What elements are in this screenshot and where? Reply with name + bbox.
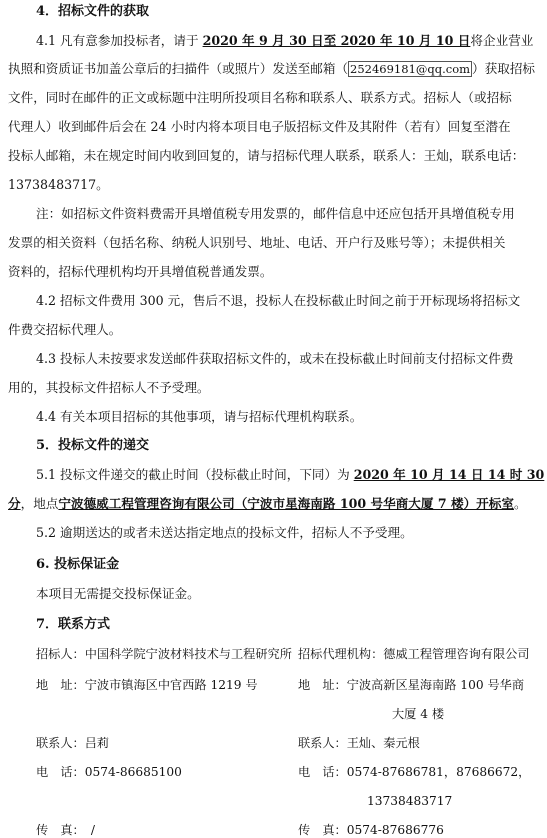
agency-org: 招标代理机构：德威工程管理咨询有限公司 [298, 647, 530, 661]
tenderer-phone: 电 话：0574-86685100 [36, 765, 182, 779]
agency-phone-line-2: 13738483717 [367, 794, 453, 808]
tenderer-org: 招标人：中国科学院宁波材料技术与工程研究所 [36, 647, 292, 661]
section-4-title: 4．招标文件的获取 [36, 4, 150, 19]
note-line-3: 资料的，招标代理机构均开具增值税普通发票。 [8, 264, 273, 279]
date-range: 2020 年 9 月 30 日至 2020 年 10 月 10 日 [202, 33, 471, 48]
deadline-date: 2020 年 10 月 14 日 14 时 30 [353, 467, 545, 482]
tenderer-contact: 联系人：吕莉 [36, 736, 110, 750]
note-line-1: 注：如招标文件资料费需开具增值税专用发票的，邮件信息中还应包括开具增值税专用 [36, 206, 515, 221]
text: 4.1 凡有意参加投标者，请于 [36, 33, 203, 48]
section-4-2-line-1: 4.2 招标文件费用 300 元，售后不退，投标人在投标截止时间之前于开标现场将招标文 [36, 293, 521, 308]
text: 执照和资质证书加盖公章后的扫描件（或照片）发送至邮箱（ [8, 61, 349, 76]
section-5-1-line-1 [36, 467, 544, 483]
section-4-1-line-1 [36, 33, 533, 49]
text: 将企业营业 [470, 33, 534, 48]
note-line-2: 发票的相关资料（包括名称、纳税人识别号、地址、电话、开户行及账号等）；未提供相关 [8, 235, 506, 250]
text: ，地点 [20, 496, 59, 511]
text: 。 [513, 496, 527, 511]
venue: 宁波德威工程管理咨询有限公司（宁波市星海南路 100 号华商大厦 7 楼）开标室 [58, 496, 514, 511]
section-4-1-line-2 [8, 61, 535, 77]
section-4-3-line-1: 4.3 投标人未按要求发送邮件获取招标文件的，或未在投标截止时间前支付招标文件费 [36, 351, 514, 366]
section-5-1-line-2 [8, 496, 527, 512]
section-6-text: 本项目无需提交投标保证金。 [36, 586, 200, 601]
text: ）获取招标 [472, 61, 535, 76]
section-4-4: 4.4 有关本项目招标的其他事项，请与招标代理机构联系。 [36, 409, 363, 424]
section-6-title: 6. 投标保证金 [36, 557, 120, 572]
email-address: 252469181@qq.com [350, 62, 471, 76]
section-4-1-line-3: 文件，同时在邮件的正文或标题中注明所投项目名称和联系人、联系方式。招标人（或招标 [8, 90, 512, 105]
deadline-minute: 分 [8, 496, 21, 511]
section-7-title: 7．联系方式 [36, 617, 111, 632]
agency-phone-line-1: 电 话：0574-87686781，87686672， [298, 765, 531, 779]
tenderer-fax: 传 真： / [36, 823, 95, 837]
agency-address-line-1: 地 址：宁波高新区星海南路 100 号华商 [298, 678, 525, 692]
agency-address-line-2: 大厦 4 楼 [392, 707, 445, 721]
tenderer-address: 地 址：宁波市镇海区中官西路 1219 号 [36, 678, 258, 692]
section-5-title: 5．投标文件的递交 [36, 438, 150, 453]
section-4-1-line-6: 13738483717。 [8, 177, 109, 192]
section-4-1-line-5: 投标人邮箱，未在规定时间内收到回复的，请与招标代理人联系，联系人：王灿，联系电话： [8, 148, 525, 163]
section-4-1-line-4: 代理人）收到邮件后会在 24 小时内将本项目电子版招标文件及其附件（若有）回复至潜在 [8, 119, 511, 134]
section-5-2: 5.2 逾期送达的或者未送达指定地点的投标文件，招标人不予受理。 [36, 525, 413, 540]
agency-fax: 传 真：0574-87686776 [298, 823, 444, 837]
agency-contact: 联系人：王灿、秦元根 [298, 736, 420, 750]
section-4-2-line-2: 件费交招标代理人。 [8, 322, 122, 337]
text: 5.1 投标文件递交的截止时间（投标截止时间，下同）为 [36, 467, 354, 482]
section-4-3-line-2: 用的，其投标文件招标人不予受理。 [8, 380, 210, 395]
